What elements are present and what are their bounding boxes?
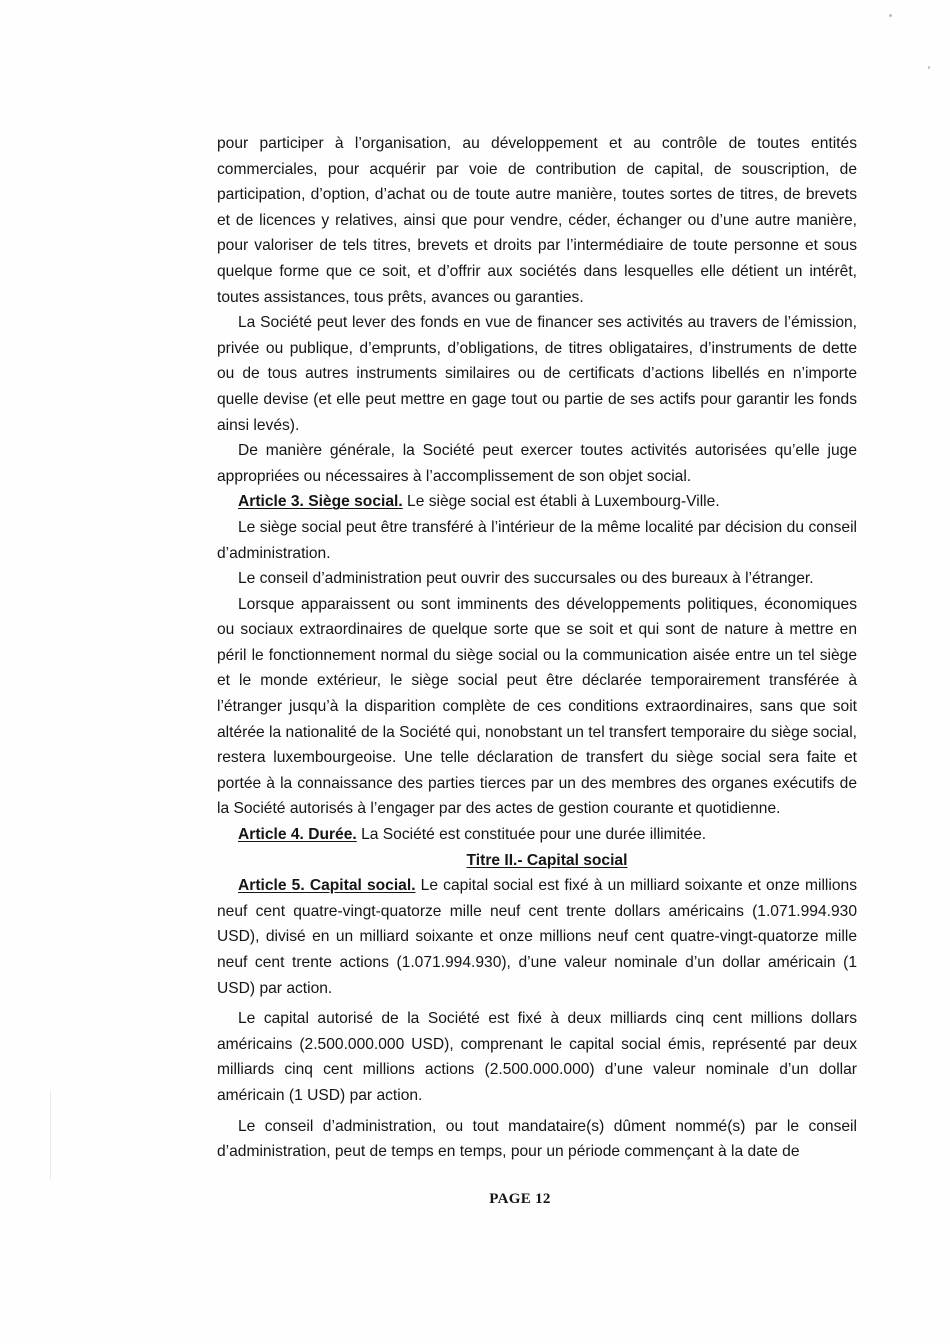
paragraph-article-4 [217, 822, 857, 848]
article-4-heading: Article 4. Durée. [238, 826, 357, 844]
paragraph-conseil-administration [217, 1114, 857, 1165]
paragraph-text: La Société peut lever des fonds en vue de financer ses activités au travers de l’émission, privée ou publique, d’emprunts, d’obligations, de titres obligataires, d’instruments de dette ou de tous autres instruments similaires ou de certificats d’actions libellés en n’importe quelle devise (et elle peut mettre en gage tout ou partie de ses actifs pour garantir les fonds ainsi levés). [217, 314, 857, 434]
paragraph-capital-autorise [217, 1006, 857, 1108]
scan-speck [889, 14, 892, 17]
paragraph-evenements-extraordinaires [217, 592, 857, 822]
paragraph-text: Le siège social est établi à Luxembourg-Ville. [402, 493, 720, 511]
paragraph-article-3 [217, 489, 857, 515]
scan-speck [928, 66, 930, 69]
paragraph-levee-de-fonds [217, 310, 857, 438]
paragraph-activites-generales [217, 438, 857, 489]
paragraph-succursales [217, 566, 857, 592]
paragraph-text: pour participer à l’organisation, au développement et au contrôle de toutes entités commerciales, pour acquérir par voie de contribution de capital, de souscription, de participation, d’option, d’achat ou de toute autre manière, toutes sortes de titres, de brevets et de licences y relatives, ainsi que pour vendre, céder, échanger ou d’une autre manière, pour valoriser de tels titres, brevets et droits par l’intermédiaire de toute personne et sous quelque forme que ce soit, et d’offrir aux sociétés dans lesquelles elle détient un intérêt, toutes assistances, tous prêts, avances ou garanties. [217, 135, 857, 306]
paragraph-text: Le conseil d’administration, ou tout mandataire(s) dûment nommé(s) par le conseil d’administration, peut de temps en temps, pour un période commençant à la date de [217, 1117, 857, 1161]
paragraph-objet-continued [217, 131, 857, 310]
paragraph-transfert-siege [217, 515, 857, 566]
paragraph-text: La Société est constituée pour une durée illimitée. [356, 826, 707, 844]
paragraph-text: Le conseil d’administration peut ouvrir des succursales ou des bureaux à l’étranger. [238, 570, 814, 588]
paragraph-text: Lorsque apparaissent ou sont imminents des développements politiques, économiques ou sociaux extraordinaires de quelque sorte que se soit et qui sont de nature à mettre en péril le fonctionnement normal du siège social ou la communication aisée entre un tel siège et le monde extérieur, le siège social peut être déclarée temporairement transférée à l’étranger jusqu’à la disparition complète de ces conditions extraordinaires, sans que soit altérée la nationalité de la Société qui, nonobstant un tel transfert temporaire du siège social, restera luxembourgeoise. Une telle déclaration de transfert du siège social sera faite et portée à la connaissance des parties tierces par un des membres des organes exécutifs de la Société autorisés à l’engager par des actes de gestion courante et quotidienne. [217, 595, 857, 818]
article-5-heading: Article 5. Capital social. [238, 877, 416, 895]
paragraph-article-5 [217, 873, 857, 1001]
section-title: Titre II.- Capital social [466, 851, 628, 869]
article-3-heading: Article 3. Siège social. [238, 493, 403, 511]
document-body [217, 131, 857, 1165]
scan-margin-mark [50, 1090, 51, 1180]
paragraph-text: Le siège social peut être transféré à l’intérieur de la même localité par décision du conseil d’administration. [217, 518, 857, 562]
paragraph-text: Le capital autorisé de la Société est fixé à deux milliards cinq cent millions dollars américains (2.500.000.000 USD), comprenant le capital social émis, représenté par deux milliards cinq cent millions actions (2.500.000.000) d’une valeur nominale d’un dollar américain (1 USD) par action. [217, 1010, 857, 1104]
paragraph-text: Le capital social est fixé à un milliard soixante et onze millions neuf cent quatre-vingt-quatorze mille neuf cent trente dollars américains (1.071.994.930 USD), divisé en un milliard soixante et onze millions neuf cent quatre-vingt-quatorze mille neuf cent trente actions (1.071.994.930), d’une valeur nominale d’un dollar américain (1 USD) par action. [217, 877, 857, 997]
page-number: PAGE 12 [489, 1191, 551, 1207]
paragraph-text: De manière générale, la Société peut exercer toutes activités autorisées qu’elle juge appropriées ou nécessaires à l’accomplissement de son objet social. [217, 442, 857, 485]
